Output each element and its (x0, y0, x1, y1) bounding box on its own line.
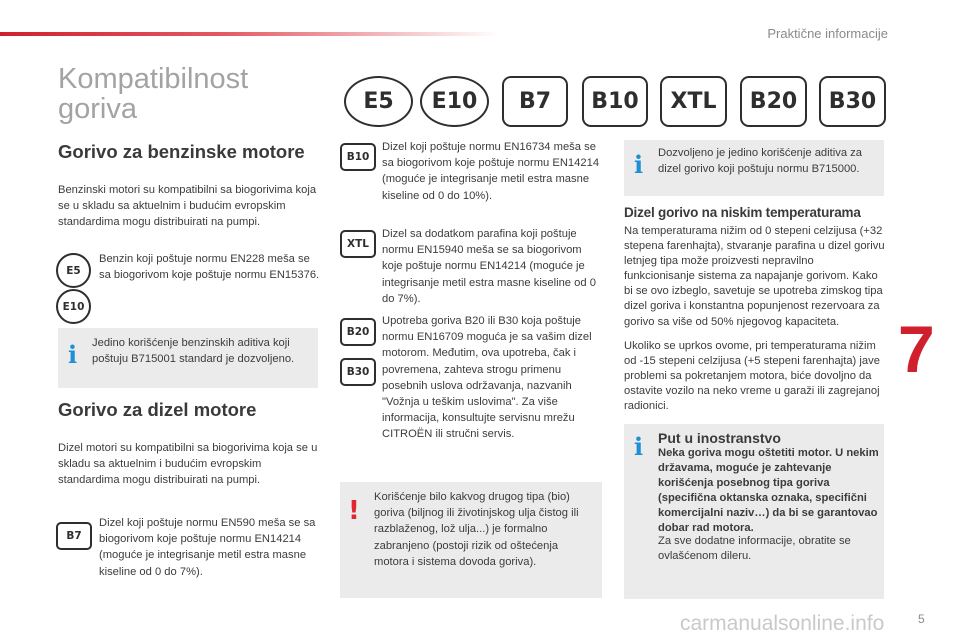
abroad-box (624, 424, 884, 599)
low-temp-text: Na temperaturama nižim od 0 stepeni celzijusa (+32 stepena farenhajta), stvaranje parafina u dizel gorivu letnjeg tipa može proizvesti nepravilno funkcionisanje sistema za napajanje gorivom. Kako bi se ovo izbeglo, savetuje se upotreba zimskog tipa dizel goriva i konstantna popunjenost rezervoara za gorivo sa više od 50% njegovog kapaciteta. (624, 225, 885, 328)
badge-e5: E5 (56, 253, 91, 288)
petrol-heading: Gorivo za benzinske motore (58, 141, 305, 162)
petrol-info-text: Jedino korišćenje benzinskih aditiva koji poštuju B715001 standard je dozvoljeno. (92, 337, 295, 366)
badge-b30: B30 (340, 358, 376, 386)
info-icon: i (634, 150, 644, 179)
low-temp-heading: Dizel gorivo na niskim temperaturama (624, 205, 861, 220)
low-temp-text-2: Ukoliko se uprkos ovome, pri temperaturama nižim od -15 stepeni celzijusa (+5 stepeni farenhajta) jave problemi sa pokretanjem motora, biće dovoljno da ostavite vozilo na neko vreme u garaži ili zagrejanoj radionici. (624, 340, 880, 413)
diesel-intro: Dizel motori su kompatibilni sa biogorivima koja se u skladu sa aktuelnim i budućim evropskim standardima mogu distribuirati na pumpi. (58, 442, 318, 487)
badge-xtl-large: XTL (660, 76, 727, 127)
warning-text: Korišćenje bilo kakvog drugog tipa (bio) goriva (biljnog ili životinjskog ulja čistog ili razblaženog, lož ulja...) je formalno zabranjeno (postoji rizik od oštećenja motora i sistema dovoda goriva). (374, 491, 579, 568)
petrol-desc: Benzin koji poštuje normu EN228 meša se sa biogorivom koje poštuje normu EN15376. (99, 253, 320, 282)
page-number: 5 (918, 612, 925, 626)
xtl-desc: Dizel sa dodatkom parafina koji poštuje normu EN15940 meša se sa biogorivom koje poštuje normu EN14214 (moguće je integrisanje metil estra masne kiseline od 0 do 7%). (382, 228, 596, 305)
page-title-line2: goriva (58, 93, 137, 125)
b10-desc: Dizel koji poštuje normu EN16734 meša se sa biogorivom koje poštuje normu EN14214 (moguće je integrisanje metil estra masne kiseline od 0 do 10%). (382, 141, 600, 202)
badge-b30-large: B30 (819, 76, 886, 127)
abroad-warning-text: Neka goriva mogu oštetiti motor. U nekim državama, moguće je zahtevanje korišćenja posebnog tipa goriva (specifična oktanska oznaka, specifični komercijalni naziv…) da bi se garantovao dobar rad motora. (658, 447, 879, 534)
badge-xtl: XTL (340, 230, 376, 258)
warning-icon: ! (348, 496, 360, 526)
page-title-line1: Kompatibilnost (58, 63, 249, 95)
info-icon: i (634, 432, 644, 461)
badge-e10-large: E10 (420, 76, 489, 127)
badge-b20-large: B20 (740, 76, 807, 127)
diesel-heading: Gorivo za dizel motore (58, 399, 257, 420)
info-icon: i (68, 340, 78, 369)
b20-b30-desc: Upotreba goriva B20 ili B30 koja poštuje normu EN16709 moguća je sa vašim dizel motorom. Međutim, ova upotreba, čak i povremena, zahteva strogu primenu posebnih uslova održavanja, nazvanih "Vožnja u teškim uslovima". Za više informacija, konsultujte servisnu mrežu CITROËN ili stručni servis. (382, 315, 592, 441)
badge-b10-large: B10 (582, 76, 648, 127)
diesel-info-box (624, 140, 884, 196)
badge-e5-large: E5 (344, 76, 413, 127)
badge-b20: B20 (340, 318, 376, 346)
badge-b7-large: B7 (502, 76, 568, 127)
badge-b7: B7 (56, 522, 92, 550)
badge-e10: E10 (56, 289, 91, 324)
diesel-b7-desc: Dizel koji poštuje normu EN590 meša se sa biogorivom koje poštuje normu EN14214 (moguće je integrisanje metil estra masne kiseline od 0 do 7%). (99, 517, 316, 578)
section-label: Praktične informacije (767, 26, 888, 41)
page-title (58, 64, 248, 124)
abroad-text: Za sve dodatne informacije, obratite se ovlašćenom dileru. (658, 535, 851, 562)
chapter-number: 7 (898, 312, 935, 386)
petrol-intro: Benzinski motori su kompatibilni sa biogorivima koja se u skladu sa aktuelnim i budućim evropskim standardima mogu distribuirati na pumpi. (58, 184, 317, 229)
petrol-info-box (58, 328, 318, 388)
badge-b10: B10 (340, 143, 376, 171)
abroad-heading: Put u inostranstvo (658, 430, 781, 446)
header-accent-bar (0, 32, 500, 36)
diesel-info-text: Dozvoljeno je jedino korišćenje aditiva za dizel gorivo koji poštuju normu B715000. (658, 147, 862, 176)
watermark: carmanualsonline.info (680, 612, 885, 635)
warning-box (340, 482, 602, 598)
